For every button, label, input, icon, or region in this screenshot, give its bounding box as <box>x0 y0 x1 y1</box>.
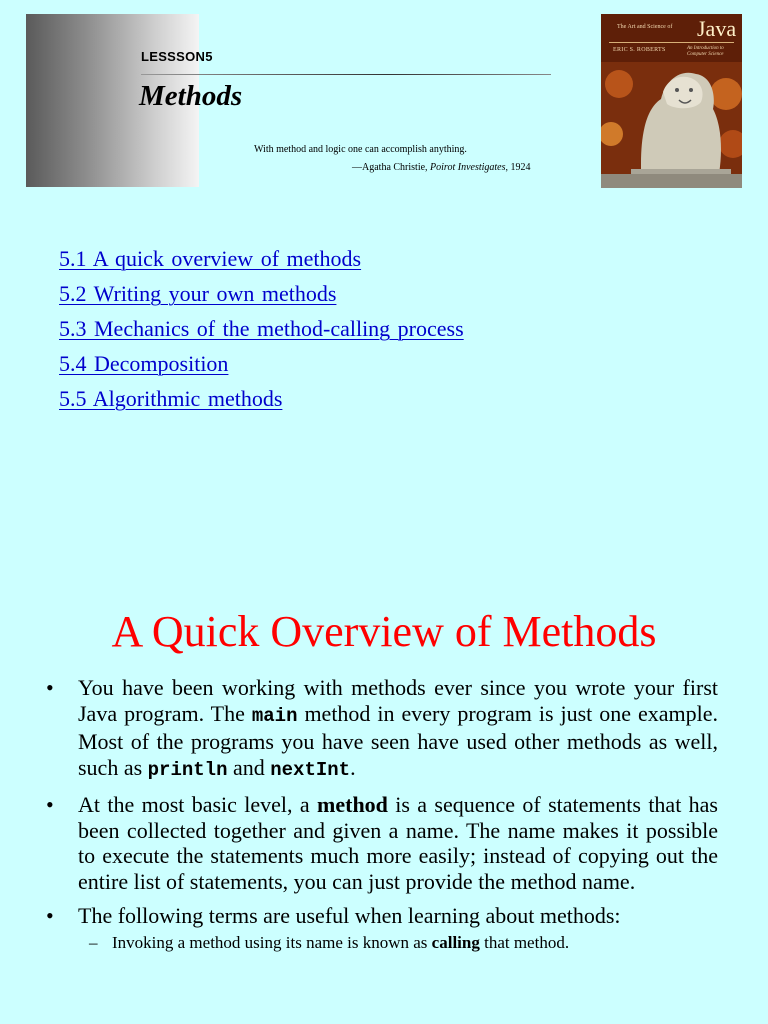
book-author: ERIC S. ROBERTS <box>613 47 666 53</box>
bullet-text: The following terms are useful when learning about methods: <box>78 903 621 928</box>
bullet-text: . <box>350 754 356 780</box>
attribution-author: —Agatha Christie, <box>352 162 431 173</box>
toc-link-5-5[interactable]: 5.5 Algorithmic methods <box>59 386 283 411</box>
sub-bullet-item <box>46 932 718 954</box>
attribution-work: Poirot Investigates <box>430 162 506 173</box>
sub-bullet-text: Invoking a method using its name is known as <box>112 932 432 952</box>
code-main: main <box>251 704 298 727</box>
toc-item <box>59 351 464 386</box>
toc-item <box>59 281 464 316</box>
attribution-year: , 1924 <box>505 162 531 173</box>
bullet-text: is a sequence of statements that has been collected together and given a name. The name makes it possible to execute the statements much more easily; instead of copying out the entire list of statements, you can just provide the method name. <box>78 792 718 894</box>
bullet-item <box>46 903 718 929</box>
book-subtitle: An Introduction to Computer Science <box>687 46 724 57</box>
book-series: The Art and Science of <box>617 24 673 30</box>
sub-bullet-text: that method. <box>479 932 570 952</box>
table-of-contents <box>59 246 464 421</box>
code-nextint: nextInt <box>270 758 351 781</box>
bullet-list <box>46 675 718 954</box>
term-method: method <box>317 792 388 817</box>
header-rule <box>141 74 551 75</box>
bullet-item <box>46 792 718 894</box>
sub-bullet-marker: – <box>89 932 98 952</box>
book-title: Java <box>697 16 737 41</box>
bullet-text: At the most basic level, a <box>78 792 318 817</box>
epigraph-attribution <box>352 162 531 173</box>
toc-link-5-2[interactable]: 5.2 Writing your own methods <box>59 281 337 306</box>
toc-link-5-3[interactable]: 5.3 Mechanics of the method-calling process <box>59 316 464 341</box>
toc-item <box>59 386 464 421</box>
toc-link-5-1[interactable]: 5.1 A quick overview of methods <box>59 246 362 271</box>
slide-title: A Quick Overview of Methods <box>111 607 657 656</box>
term-calling: calling <box>431 932 480 952</box>
epigraph-quote: With method and logic one can accomplish anything. <box>254 144 467 155</box>
toc-item <box>59 246 464 281</box>
bullet-marker: • <box>46 903 54 928</box>
bullet-text: You have been working with methods ever since you wrote your first Java program. The <box>78 675 718 726</box>
overview-slide <box>0 560 768 1024</box>
book-cover-image <box>601 14 742 188</box>
code-println: println <box>147 758 228 781</box>
lesson-title: Methods <box>139 80 243 112</box>
bullet-marker: • <box>46 675 54 700</box>
bullet-marker: • <box>46 792 54 817</box>
bullet-text: method in every program is just one example. Most of the programs you have seen have used other methods as well, such as <box>78 700 718 780</box>
toc-item <box>59 316 464 351</box>
lesson-label: LESSSON5 <box>141 49 213 64</box>
bullet-text: and <box>227 754 271 780</box>
bullet-item <box>46 675 718 783</box>
toc-link-5-4[interactable]: 5.4 Decomposition <box>59 351 229 376</box>
